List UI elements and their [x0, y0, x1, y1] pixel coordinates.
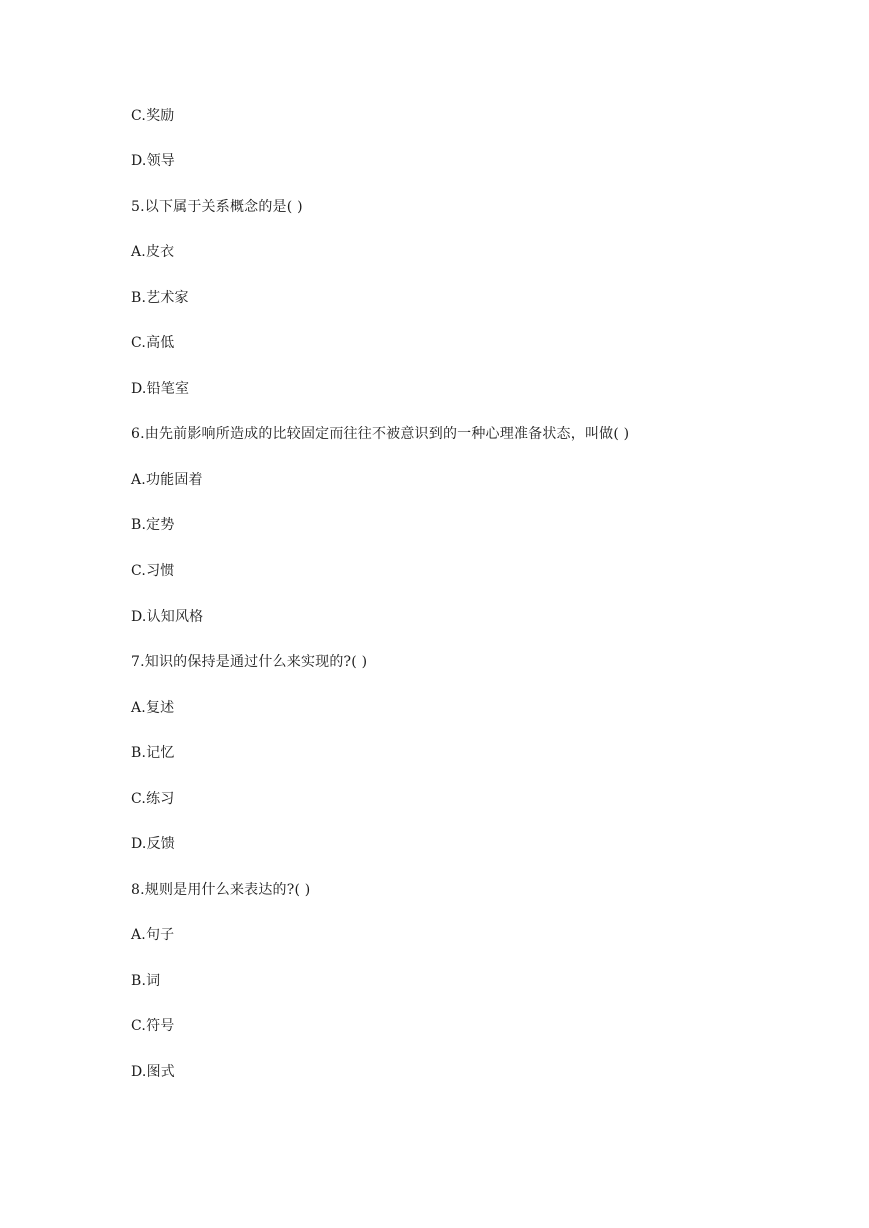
q8-option-d: D.图式: [131, 1064, 175, 1080]
question-8: 8.规则是用什么来表达的?( ): [131, 882, 311, 898]
q8-option-b: B.词: [131, 973, 161, 989]
q7-option-d: D.反馈: [131, 836, 175, 852]
question-6: 6.由先前影响所造成的比较固定而往往不被意识到的一种心理准备状态，叫做( ): [131, 426, 630, 442]
q6-option-b: B.定势: [131, 517, 175, 533]
q4-option-c: C.奖励: [131, 108, 175, 124]
question-7: 7.知识的保持是通过什么来实现的?( ): [131, 654, 368, 670]
q7-option-c: C.练习: [131, 791, 175, 807]
q7-option-b: B.记忆: [131, 745, 175, 761]
q5-option-d: D.铅笔室: [131, 381, 190, 397]
q8-option-a: A.句子: [131, 927, 175, 943]
q8-option-c: C.符号: [131, 1018, 175, 1034]
q5-option-b: B.艺术家: [131, 290, 189, 306]
q6-option-c: C.习惯: [131, 563, 175, 579]
q5-option-c: C.高低: [131, 335, 175, 351]
q7-option-a: A.复述: [131, 700, 175, 716]
q4-option-d: D.领导: [131, 153, 175, 169]
q6-option-a: A.功能固着: [131, 472, 203, 488]
q6-option-d: D.认知风格: [131, 609, 204, 625]
q5-option-a: A.皮衣: [131, 244, 175, 260]
question-5: 5.以下属于关系概念的是( ): [131, 199, 303, 215]
